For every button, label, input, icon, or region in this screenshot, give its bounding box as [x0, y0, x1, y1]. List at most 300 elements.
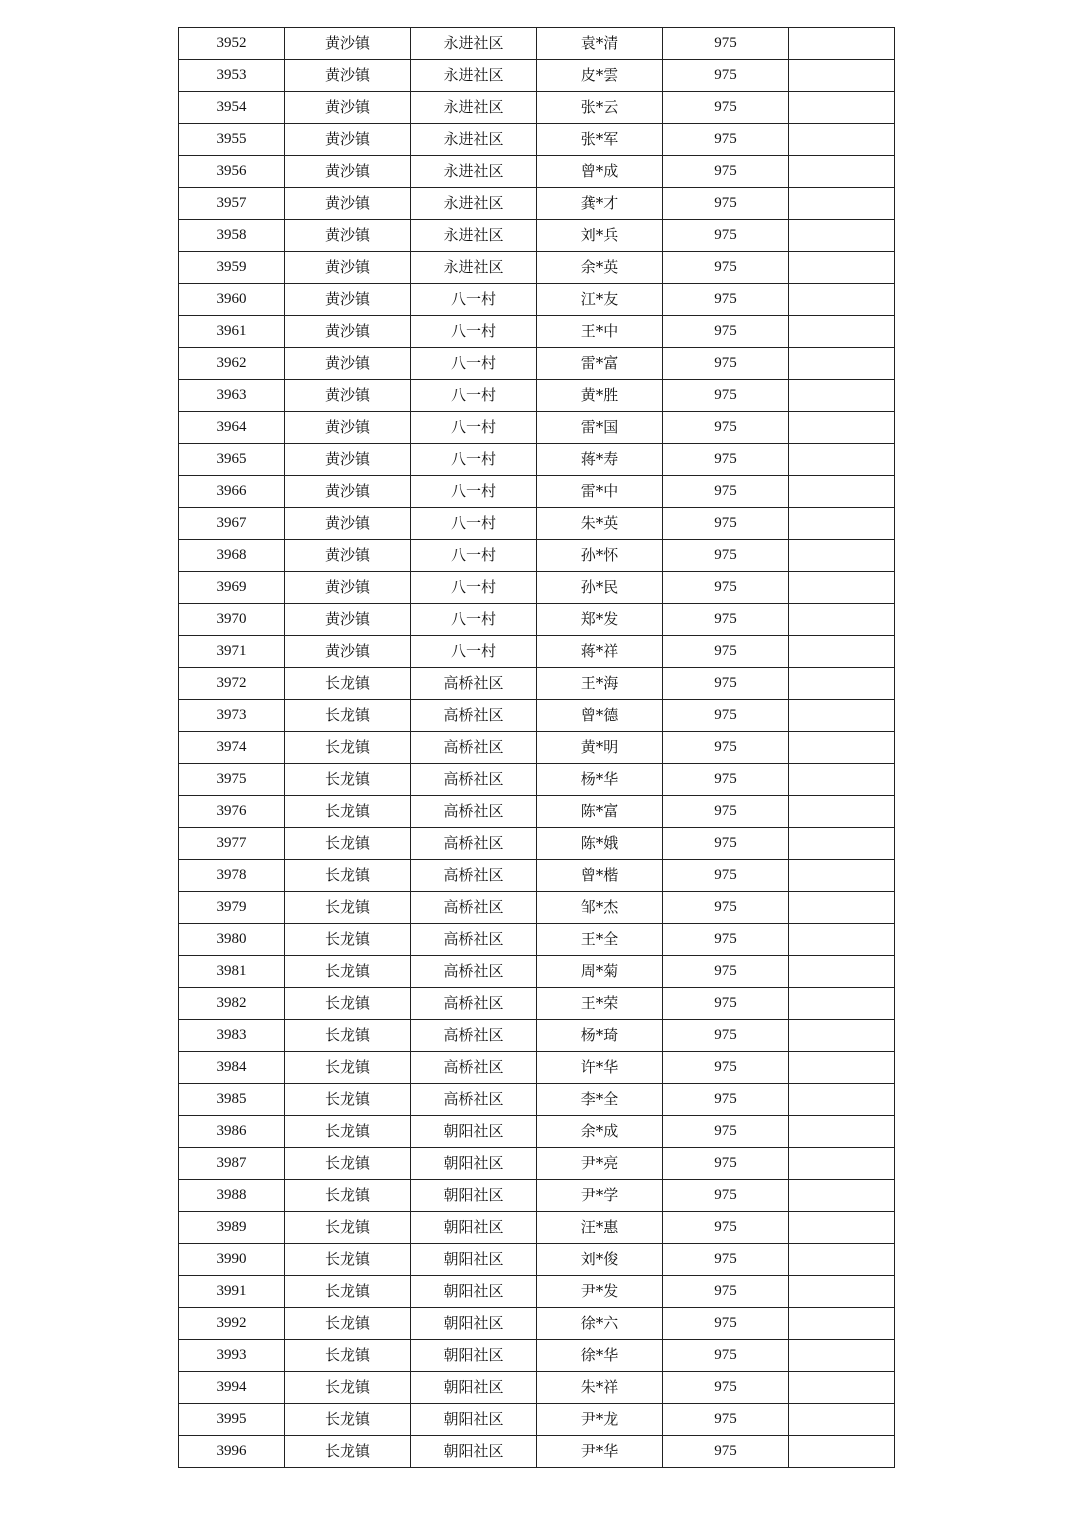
person-name-cell: 王*荣 [537, 988, 663, 1020]
row-number-cell: 3974 [179, 732, 285, 764]
town-cell: 长龙镇 [285, 1372, 411, 1404]
village-cell: 永进社区 [411, 28, 537, 60]
town-cell: 长龙镇 [285, 860, 411, 892]
town-cell: 长龙镇 [285, 1148, 411, 1180]
person-name-cell: 皮*雲 [537, 60, 663, 92]
town-cell: 长龙镇 [285, 1244, 411, 1276]
village-cell: 朝阳社区 [411, 1148, 537, 1180]
table-row [179, 252, 895, 284]
row-number-cell: 3981 [179, 956, 285, 988]
note-cell [789, 1084, 895, 1116]
amount-cell: 975 [663, 380, 789, 412]
note-cell [789, 156, 895, 188]
town-cell: 黄沙镇 [285, 348, 411, 380]
note-cell [789, 1340, 895, 1372]
person-name-cell: 杨*琦 [537, 1020, 663, 1052]
town-cell: 长龙镇 [285, 668, 411, 700]
village-cell: 八一村 [411, 476, 537, 508]
village-cell: 高桥社区 [411, 956, 537, 988]
person-name-cell: 尹*学 [537, 1180, 663, 1212]
amount-cell: 975 [663, 1340, 789, 1372]
person-name-cell: 邹*杰 [537, 892, 663, 924]
row-number-cell: 3983 [179, 1020, 285, 1052]
village-cell: 高桥社区 [411, 700, 537, 732]
row-number-cell: 3987 [179, 1148, 285, 1180]
row-number-cell: 3952 [179, 28, 285, 60]
table-row [179, 796, 895, 828]
person-name-cell: 蒋*祥 [537, 636, 663, 668]
town-cell: 黄沙镇 [285, 476, 411, 508]
note-cell [789, 1180, 895, 1212]
town-cell: 黄沙镇 [285, 540, 411, 572]
table-row [179, 860, 895, 892]
person-name-cell: 陈*娥 [537, 828, 663, 860]
amount-cell: 975 [663, 1180, 789, 1212]
village-cell: 朝阳社区 [411, 1404, 537, 1436]
village-cell: 高桥社区 [411, 764, 537, 796]
note-cell [789, 572, 895, 604]
village-cell: 朝阳社区 [411, 1308, 537, 1340]
note-cell [789, 412, 895, 444]
village-cell: 高桥社区 [411, 1084, 537, 1116]
amount-cell: 975 [663, 988, 789, 1020]
row-number-cell: 3961 [179, 316, 285, 348]
note-cell [789, 604, 895, 636]
person-name-cell: 黄*胜 [537, 380, 663, 412]
amount-cell: 975 [663, 476, 789, 508]
town-cell: 黄沙镇 [285, 28, 411, 60]
town-cell: 黄沙镇 [285, 444, 411, 476]
village-cell: 高桥社区 [411, 668, 537, 700]
town-cell: 长龙镇 [285, 1212, 411, 1244]
amount-cell: 975 [663, 348, 789, 380]
amount-cell: 975 [663, 412, 789, 444]
note-cell [789, 60, 895, 92]
note-cell [789, 796, 895, 828]
table-row [179, 700, 895, 732]
table-row [179, 1052, 895, 1084]
row-number-cell: 3979 [179, 892, 285, 924]
row-number-cell: 3980 [179, 924, 285, 956]
table-row [179, 604, 895, 636]
person-name-cell: 尹*华 [537, 1436, 663, 1468]
town-cell: 黄沙镇 [285, 60, 411, 92]
note-cell [789, 956, 895, 988]
table-row [179, 156, 895, 188]
town-cell: 黄沙镇 [285, 92, 411, 124]
town-cell: 黄沙镇 [285, 508, 411, 540]
row-number-cell: 3985 [179, 1084, 285, 1116]
person-name-cell: 徐*六 [537, 1308, 663, 1340]
note-cell [789, 1244, 895, 1276]
village-cell: 八一村 [411, 284, 537, 316]
amount-cell: 975 [663, 92, 789, 124]
village-cell: 八一村 [411, 380, 537, 412]
table-row [179, 1340, 895, 1372]
table-row [179, 988, 895, 1020]
note-cell [789, 668, 895, 700]
village-cell: 八一村 [411, 412, 537, 444]
note-cell [789, 252, 895, 284]
person-name-cell: 徐*华 [537, 1340, 663, 1372]
table-row [179, 1372, 895, 1404]
amount-cell: 975 [663, 668, 789, 700]
row-number-cell: 3994 [179, 1372, 285, 1404]
note-cell [789, 700, 895, 732]
row-number-cell: 3960 [179, 284, 285, 316]
row-number-cell: 3972 [179, 668, 285, 700]
row-number-cell: 3973 [179, 700, 285, 732]
village-cell: 八一村 [411, 348, 537, 380]
table-row [179, 508, 895, 540]
table-row [179, 92, 895, 124]
amount-cell: 975 [663, 124, 789, 156]
note-cell [789, 1276, 895, 1308]
village-cell: 朝阳社区 [411, 1180, 537, 1212]
row-number-cell: 3975 [179, 764, 285, 796]
amount-cell: 975 [663, 860, 789, 892]
table-row [179, 1180, 895, 1212]
row-number-cell: 3953 [179, 60, 285, 92]
village-cell: 朝阳社区 [411, 1436, 537, 1468]
row-number-cell: 3982 [179, 988, 285, 1020]
note-cell [789, 1372, 895, 1404]
table-row [179, 1212, 895, 1244]
town-cell: 长龙镇 [285, 732, 411, 764]
amount-cell: 975 [663, 252, 789, 284]
note-cell [789, 1052, 895, 1084]
person-name-cell: 许*华 [537, 1052, 663, 1084]
note-cell [789, 828, 895, 860]
amount-cell: 975 [663, 796, 789, 828]
amount-cell: 975 [663, 508, 789, 540]
town-cell: 黄沙镇 [285, 412, 411, 444]
town-cell: 黄沙镇 [285, 636, 411, 668]
amount-cell: 975 [663, 764, 789, 796]
village-cell: 高桥社区 [411, 828, 537, 860]
village-cell: 高桥社区 [411, 1020, 537, 1052]
note-cell [789, 1020, 895, 1052]
table-row [179, 476, 895, 508]
village-cell: 永进社区 [411, 188, 537, 220]
note-cell [789, 284, 895, 316]
village-cell: 高桥社区 [411, 988, 537, 1020]
village-cell: 朝阳社区 [411, 1244, 537, 1276]
person-name-cell: 雷*富 [537, 348, 663, 380]
amount-cell: 975 [663, 540, 789, 572]
village-cell: 高桥社区 [411, 796, 537, 828]
person-name-cell: 曾*楷 [537, 860, 663, 892]
village-cell: 朝阳社区 [411, 1212, 537, 1244]
table-row [179, 1436, 895, 1468]
note-cell [789, 1212, 895, 1244]
village-cell: 高桥社区 [411, 1052, 537, 1084]
person-name-cell: 刘*俊 [537, 1244, 663, 1276]
row-number-cell: 3990 [179, 1244, 285, 1276]
row-number-cell: 3970 [179, 604, 285, 636]
town-cell: 黄沙镇 [285, 284, 411, 316]
amount-cell: 975 [663, 316, 789, 348]
town-cell: 长龙镇 [285, 1340, 411, 1372]
town-cell: 黄沙镇 [285, 124, 411, 156]
person-name-cell: 孙*怀 [537, 540, 663, 572]
row-number-cell: 3954 [179, 92, 285, 124]
table-row [179, 1276, 895, 1308]
note-cell [789, 540, 895, 572]
table-row [179, 124, 895, 156]
table-row [179, 1308, 895, 1340]
row-number-cell: 3966 [179, 476, 285, 508]
amount-cell: 975 [663, 220, 789, 252]
row-number-cell: 3957 [179, 188, 285, 220]
row-number-cell: 3955 [179, 124, 285, 156]
village-cell: 八一村 [411, 508, 537, 540]
village-cell: 高桥社区 [411, 892, 537, 924]
row-number-cell: 3965 [179, 444, 285, 476]
amount-cell: 975 [663, 1084, 789, 1116]
town-cell: 长龙镇 [285, 892, 411, 924]
town-cell: 长龙镇 [285, 988, 411, 1020]
amount-cell: 975 [663, 1308, 789, 1340]
table-row [179, 636, 895, 668]
town-cell: 黄沙镇 [285, 380, 411, 412]
person-name-cell: 刘*兵 [537, 220, 663, 252]
table-row [179, 380, 895, 412]
person-name-cell: 王*海 [537, 668, 663, 700]
amount-cell: 975 [663, 156, 789, 188]
row-number-cell: 3996 [179, 1436, 285, 1468]
row-number-cell: 3956 [179, 156, 285, 188]
village-cell: 永进社区 [411, 60, 537, 92]
row-number-cell: 3986 [179, 1116, 285, 1148]
town-cell: 长龙镇 [285, 1052, 411, 1084]
amount-cell: 975 [663, 604, 789, 636]
village-cell: 永进社区 [411, 92, 537, 124]
village-cell: 八一村 [411, 604, 537, 636]
village-cell: 八一村 [411, 316, 537, 348]
person-name-cell: 王*中 [537, 316, 663, 348]
table-row [179, 1084, 895, 1116]
table-row [179, 60, 895, 92]
row-number-cell: 3969 [179, 572, 285, 604]
amount-cell: 975 [663, 28, 789, 60]
amount-cell: 975 [663, 284, 789, 316]
person-name-cell: 曾*成 [537, 156, 663, 188]
person-name-cell: 张*军 [537, 124, 663, 156]
village-cell: 八一村 [411, 572, 537, 604]
amount-cell: 975 [663, 1116, 789, 1148]
note-cell [789, 892, 895, 924]
note-cell [789, 1404, 895, 1436]
village-cell: 八一村 [411, 444, 537, 476]
table-row [179, 540, 895, 572]
town-cell: 长龙镇 [285, 1276, 411, 1308]
table-row [179, 732, 895, 764]
village-cell: 永进社区 [411, 156, 537, 188]
amount-cell: 975 [663, 572, 789, 604]
town-cell: 长龙镇 [285, 1020, 411, 1052]
amount-cell: 975 [663, 732, 789, 764]
table-row [179, 348, 895, 380]
village-cell: 八一村 [411, 540, 537, 572]
person-name-cell: 尹*发 [537, 1276, 663, 1308]
amount-cell: 975 [663, 1244, 789, 1276]
table-row [179, 668, 895, 700]
note-cell [789, 444, 895, 476]
village-cell: 高桥社区 [411, 860, 537, 892]
village-cell: 永进社区 [411, 124, 537, 156]
note-cell [789, 988, 895, 1020]
town-cell: 长龙镇 [285, 1116, 411, 1148]
amount-cell: 975 [663, 188, 789, 220]
note-cell [789, 92, 895, 124]
person-name-cell: 余*成 [537, 1116, 663, 1148]
town-cell: 黄沙镇 [285, 604, 411, 636]
table-row [179, 188, 895, 220]
person-name-cell: 孙*民 [537, 572, 663, 604]
town-cell: 长龙镇 [285, 1308, 411, 1340]
note-cell [789, 1116, 895, 1148]
village-cell: 朝阳社区 [411, 1276, 537, 1308]
village-cell: 朝阳社区 [411, 1340, 537, 1372]
note-cell [789, 860, 895, 892]
town-cell: 黄沙镇 [285, 252, 411, 284]
row-number-cell: 3984 [179, 1052, 285, 1084]
person-name-cell: 龚*才 [537, 188, 663, 220]
person-name-cell: 尹*亮 [537, 1148, 663, 1180]
amount-cell: 975 [663, 1404, 789, 1436]
village-cell: 朝阳社区 [411, 1116, 537, 1148]
amount-cell: 975 [663, 444, 789, 476]
table-row [179, 28, 895, 60]
table-row [179, 764, 895, 796]
note-cell [789, 508, 895, 540]
amount-cell: 975 [663, 1436, 789, 1468]
table-row [179, 572, 895, 604]
note-cell [789, 924, 895, 956]
person-name-cell: 袁*清 [537, 28, 663, 60]
person-name-cell: 蒋*寿 [537, 444, 663, 476]
person-name-cell: 曾*德 [537, 700, 663, 732]
amount-cell: 975 [663, 1276, 789, 1308]
village-cell: 朝阳社区 [411, 1372, 537, 1404]
town-cell: 长龙镇 [285, 700, 411, 732]
note-cell [789, 764, 895, 796]
amount-cell: 975 [663, 636, 789, 668]
row-number-cell: 3967 [179, 508, 285, 540]
person-name-cell: 张*云 [537, 92, 663, 124]
town-cell: 黄沙镇 [285, 572, 411, 604]
town-cell: 长龙镇 [285, 1404, 411, 1436]
person-name-cell: 江*友 [537, 284, 663, 316]
person-name-cell: 郑*发 [537, 604, 663, 636]
row-number-cell: 3977 [179, 828, 285, 860]
table-row [179, 828, 895, 860]
note-cell [789, 28, 895, 60]
row-number-cell: 3958 [179, 220, 285, 252]
note-cell [789, 1308, 895, 1340]
amount-cell: 975 [663, 60, 789, 92]
table-row [179, 924, 895, 956]
table-row [179, 412, 895, 444]
note-cell [789, 188, 895, 220]
row-number-cell: 3976 [179, 796, 285, 828]
table-body [179, 28, 895, 1468]
note-cell [789, 316, 895, 348]
table-row [179, 892, 895, 924]
row-number-cell: 3962 [179, 348, 285, 380]
note-cell [789, 1148, 895, 1180]
row-number-cell: 3968 [179, 540, 285, 572]
note-cell [789, 476, 895, 508]
town-cell: 长龙镇 [285, 828, 411, 860]
table-row [179, 1020, 895, 1052]
amount-cell: 975 [663, 828, 789, 860]
table-row [179, 1404, 895, 1436]
note-cell [789, 220, 895, 252]
person-name-cell: 雷*国 [537, 412, 663, 444]
town-cell: 长龙镇 [285, 1436, 411, 1468]
village-cell: 永进社区 [411, 220, 537, 252]
person-name-cell: 尹*龙 [537, 1404, 663, 1436]
row-number-cell: 3964 [179, 412, 285, 444]
table-row [179, 316, 895, 348]
row-number-cell: 3991 [179, 1276, 285, 1308]
row-number-cell: 3989 [179, 1212, 285, 1244]
table-row [179, 1244, 895, 1276]
town-cell: 黄沙镇 [285, 188, 411, 220]
town-cell: 长龙镇 [285, 1180, 411, 1212]
town-cell: 长龙镇 [285, 764, 411, 796]
table-row [179, 1148, 895, 1180]
person-name-cell: 陈*富 [537, 796, 663, 828]
amount-cell: 975 [663, 1212, 789, 1244]
person-name-cell: 黄*明 [537, 732, 663, 764]
person-name-cell: 雷*中 [537, 476, 663, 508]
town-cell: 长龙镇 [285, 956, 411, 988]
town-cell: 长龙镇 [285, 924, 411, 956]
amount-cell: 975 [663, 892, 789, 924]
table-row [179, 1116, 895, 1148]
table-row [179, 444, 895, 476]
row-number-cell: 3971 [179, 636, 285, 668]
person-name-cell: 王*全 [537, 924, 663, 956]
village-cell: 永进社区 [411, 252, 537, 284]
amount-cell: 975 [663, 1052, 789, 1084]
table-row [179, 284, 895, 316]
town-cell: 黄沙镇 [285, 316, 411, 348]
table-row [179, 220, 895, 252]
town-cell: 黄沙镇 [285, 156, 411, 188]
row-number-cell: 3959 [179, 252, 285, 284]
amount-cell: 975 [663, 1372, 789, 1404]
note-cell [789, 732, 895, 764]
town-cell: 长龙镇 [285, 1084, 411, 1116]
note-cell [789, 1436, 895, 1468]
row-number-cell: 3963 [179, 380, 285, 412]
town-cell: 长龙镇 [285, 796, 411, 828]
person-name-cell: 周*菊 [537, 956, 663, 988]
subsidy-list-table [178, 27, 895, 1468]
amount-cell: 975 [663, 924, 789, 956]
person-name-cell: 李*全 [537, 1084, 663, 1116]
note-cell [789, 636, 895, 668]
row-number-cell: 3978 [179, 860, 285, 892]
person-name-cell: 朱*英 [537, 508, 663, 540]
person-name-cell: 朱*祥 [537, 1372, 663, 1404]
amount-cell: 975 [663, 1148, 789, 1180]
row-number-cell: 3988 [179, 1180, 285, 1212]
